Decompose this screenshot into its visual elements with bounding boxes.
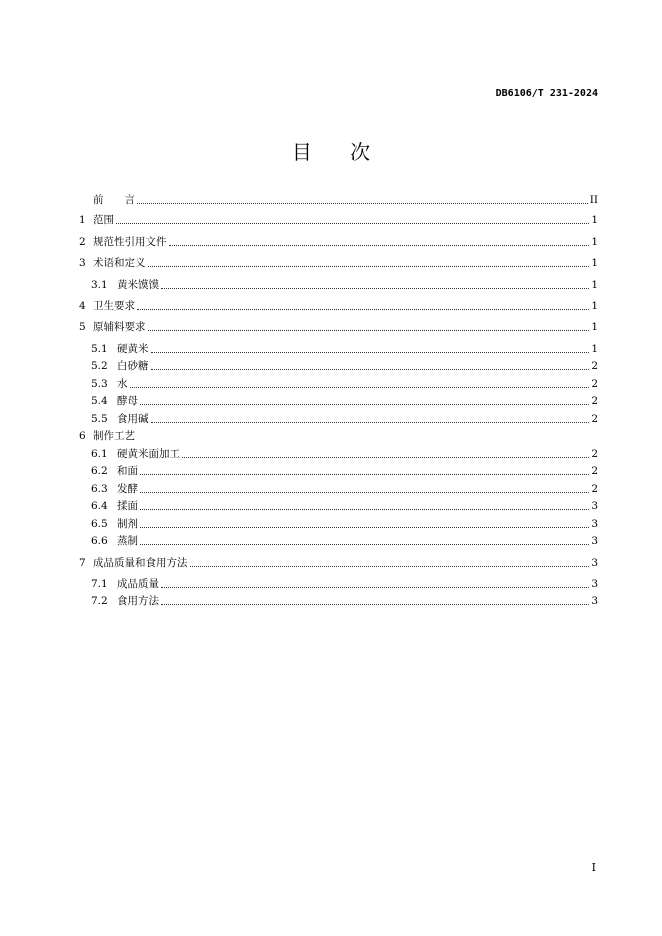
toc-entry-number: 7.2 <box>91 595 108 607</box>
toc-entry-page: 2 <box>591 378 598 390</box>
toc-entry-page: 2 <box>591 483 598 495</box>
toc-entry-page: 1 <box>591 343 598 355</box>
toc-entry-label: 食用方法 <box>117 595 159 607</box>
toc-leader-dots <box>182 457 589 458</box>
toc-entry-number: 5.5 <box>91 413 108 425</box>
toc-leader-dots <box>137 203 588 204</box>
toc-entry[interactable] <box>79 428 598 442</box>
toc-entry-page: 3 <box>591 500 598 512</box>
toc-entry-number: 1 <box>79 214 86 226</box>
toc-entry-label: 前 言 <box>93 194 135 206</box>
toc-entry-page: 3 <box>591 595 598 607</box>
toc-entry[interactable] <box>79 234 598 248</box>
toc-title: 目 次 <box>291 140 387 164</box>
toc-leader-dots <box>148 266 590 267</box>
toc-entry[interactable] <box>91 533 598 547</box>
toc-entry-page: 1 <box>591 321 598 333</box>
toc-leader-dots <box>140 492 589 493</box>
toc-entry-page: 2 <box>591 448 598 460</box>
toc-entry-label: 范围 <box>93 214 114 226</box>
toc-entry-page: 2 <box>591 395 598 407</box>
toc-entry-page: II <box>589 194 598 206</box>
toc-entry-label: 原辅料要求 <box>93 321 146 333</box>
toc-entry-number: 7 <box>79 557 86 569</box>
toc-entry-number: 3 <box>79 257 86 269</box>
toc-leader-dots <box>161 288 589 289</box>
toc-leader-dots <box>151 422 590 423</box>
toc-leader-dots <box>169 245 590 246</box>
toc-leader-dots <box>151 352 590 353</box>
toc-entry[interactable] <box>79 319 598 333</box>
toc-leader-dots <box>161 587 589 588</box>
toc-entry[interactable] <box>91 593 598 607</box>
toc-entry-label: 硬黄米 <box>117 343 149 355</box>
toc-entry[interactable] <box>79 192 598 206</box>
toc-entry[interactable] <box>91 446 598 460</box>
toc-leader-dots <box>140 527 589 528</box>
toc-entry-label: 水 <box>117 378 128 390</box>
toc-entry-number: 3.1 <box>91 279 108 291</box>
toc-entry[interactable] <box>79 298 598 312</box>
toc-entry-page: 1 <box>591 279 598 291</box>
toc-entry-number: 5.3 <box>91 378 108 390</box>
toc-entry-label: 术语和定义 <box>93 257 146 269</box>
toc-entry[interactable] <box>91 516 598 530</box>
toc-leader-dots <box>148 330 590 331</box>
toc-entry[interactable] <box>91 576 598 590</box>
toc-entry-label: 和面 <box>117 465 138 477</box>
toc-entry-label: 白砂糖 <box>117 360 149 372</box>
toc-leader-dots <box>190 566 590 567</box>
toc-entry-number: 2 <box>79 236 86 248</box>
toc-entry-number: 6.2 <box>91 465 108 477</box>
toc-entry-page: 3 <box>591 578 598 590</box>
toc-entry[interactable] <box>91 411 598 425</box>
toc-entry-number: 6.5 <box>91 518 108 530</box>
toc-leader-dots <box>140 509 589 510</box>
toc-entry-page: 3 <box>591 518 598 530</box>
toc-entry-number: 6.6 <box>91 535 108 547</box>
toc-entry[interactable] <box>91 393 598 407</box>
toc-entry[interactable] <box>91 376 598 390</box>
toc-entry-label: 成品质量 <box>117 578 159 590</box>
toc-entry[interactable] <box>79 212 598 226</box>
toc-entry[interactable] <box>91 481 598 495</box>
page-number: I <box>591 861 596 874</box>
toc-entry-number: 5.4 <box>91 395 108 407</box>
toc-entry-label: 揉面 <box>117 500 138 512</box>
document-code: DB6106/T 231-2024 <box>495 88 598 99</box>
toc-entry-label: 蒸制 <box>117 535 138 547</box>
toc-entry[interactable] <box>79 555 598 569</box>
toc-entry-page: 2 <box>591 360 598 372</box>
toc-entry-page: 1 <box>591 214 598 226</box>
toc-entry-label: 发酵 <box>117 483 138 495</box>
toc-entry-label: 规范性引用文件 <box>93 236 167 248</box>
toc-entry-number: 6.3 <box>91 483 108 495</box>
toc-entry-label: 制剂 <box>117 518 138 530</box>
toc-entry-number: 7.1 <box>91 578 108 590</box>
toc-leader-dots <box>161 604 589 605</box>
toc-entry[interactable] <box>91 358 598 372</box>
toc-entry-label: 卫生要求 <box>93 300 135 312</box>
toc-entry-number: 5.2 <box>91 360 108 372</box>
toc-entry[interactable] <box>91 463 598 477</box>
toc-entry-page: 3 <box>591 557 598 569</box>
toc-entry-number: 6 <box>79 430 86 442</box>
toc-entry-label: 硬黄米面加工 <box>117 448 180 460</box>
toc-leader-dots <box>140 544 589 545</box>
toc-entry-number: 5.1 <box>91 343 108 355</box>
toc-entry-label: 制作工艺 <box>93 430 135 442</box>
toc-entry-page: 1 <box>591 236 598 248</box>
toc-entry[interactable] <box>91 277 598 291</box>
toc-entry-label: 食用碱 <box>117 413 149 425</box>
toc-entry-label: 酵母 <box>117 395 138 407</box>
toc-entry-label: 黄米馍馍 <box>117 279 159 291</box>
toc-leader-dots <box>140 474 589 475</box>
toc-leader-dots <box>130 387 590 388</box>
toc-entry-page: 2 <box>591 413 598 425</box>
toc-leader-dots <box>116 223 589 224</box>
toc-entry-page: 3 <box>591 535 598 547</box>
toc-entry-number: 6.4 <box>91 500 108 512</box>
toc-entry[interactable] <box>91 498 598 512</box>
toc-entry-page: 1 <box>591 300 598 312</box>
toc-entry-number: 5 <box>79 321 86 333</box>
toc-entry[interactable] <box>79 255 598 269</box>
toc-entry-number: 6.1 <box>91 448 108 460</box>
toc-leader-dots <box>137 309 589 310</box>
toc-entry-number: 4 <box>79 300 86 312</box>
toc-entry[interactable] <box>91 341 598 355</box>
toc-leader-dots <box>140 404 589 405</box>
toc-entry-page: 2 <box>591 465 598 477</box>
toc-entry-page: 1 <box>591 257 598 269</box>
toc-leader-dots <box>151 369 590 370</box>
toc-entry-label: 成品质量和食用方法 <box>93 557 188 569</box>
